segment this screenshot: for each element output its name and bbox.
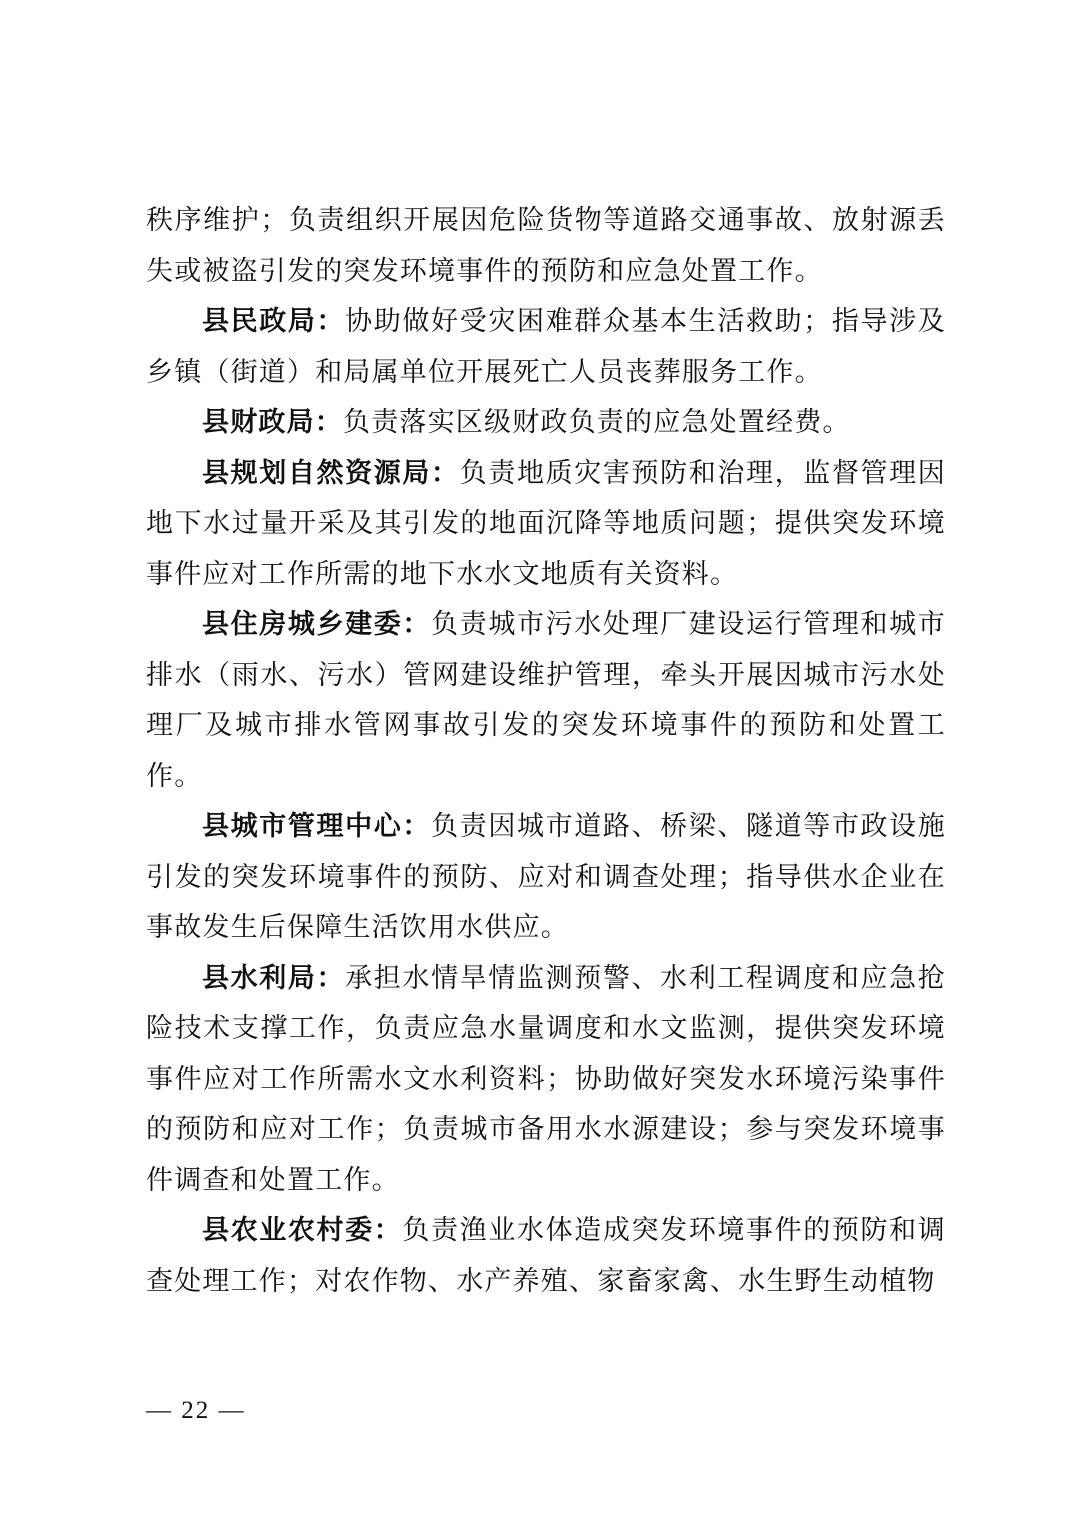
paragraph-water-resources bbox=[146, 954, 946, 1207]
paragraph-finance bbox=[146, 398, 946, 449]
document-body bbox=[146, 196, 946, 1307]
paragraph-text: 负责城市污水处理厂建设运行管理和城市排水（雨水、污水）管网建设维护管理，牵头开展因城市污水处理厂及城市排水管网事故引发的突发环境事件的预防和处置工作。 bbox=[146, 609, 946, 792]
paragraph-continuation bbox=[146, 196, 946, 297]
paragraph-agriculture bbox=[146, 1206, 946, 1307]
paragraph-natural-resources bbox=[146, 449, 946, 601]
department-heading: 县水利局： bbox=[202, 962, 346, 994]
paragraph-housing-construction bbox=[146, 600, 946, 802]
paragraph-text: 秩序维护；负责组织开展因危险货物等道路交通事故、放射源丢失或被盗引发的突发环境事件的预防和应急处置工作。 bbox=[146, 205, 946, 287]
paragraph-urban-management bbox=[146, 802, 946, 954]
paragraph-text: 负责落实区级财政负责的应急处置经费。 bbox=[343, 407, 851, 438]
paragraph-text: 协助做好受灾困难群众基本生活救助；指导涉及乡镇（街道）和局属单位开展死亡人员丧葬服务工作。 bbox=[146, 306, 947, 388]
department-heading: 县住房城乡建委： bbox=[202, 609, 432, 640]
department-heading: 县农业农村委： bbox=[202, 1215, 403, 1246]
paragraph-text: 负责地质灾害预防和治理，监督管理因地下水过量开采及其引发的地面沉降等地质问题；提供突发环境事件应对工作所需的地下水水文地质有关资料。 bbox=[146, 457, 946, 590]
paragraph-text: 负责因城市道路、桥梁、隧道等市政设施引发的突发环境事件的预防、应对和调查处理；指导供水企业在事故发生后保障生活饮用水供应。 bbox=[146, 811, 946, 943]
department-heading: 县民政局： bbox=[202, 306, 346, 337]
department-heading: 县规划自然资源局： bbox=[202, 457, 460, 489]
department-heading: 县财政局： bbox=[202, 407, 343, 438]
paragraph-text: 承担水情旱情监测预警、水利工程调度和应急抢险技术支撑工作，负责应急水量调度和水文监测，提供突发环境事件应对工作所需水文水利资料；协助做好突发水环境污染事件的预防和应对工作；负责城市备用水水源建设；参与突发环境事件调查和处置工作。 bbox=[146, 962, 947, 1196]
paragraph-civil-affairs bbox=[146, 297, 946, 398]
page-number: — 22 — bbox=[146, 1397, 246, 1424]
department-heading: 县城市管理中心： bbox=[202, 811, 432, 842]
paragraph-text: 负责渔业水体造成突发环境事件的预防和调查处理工作；对农作物、水产养殖、家畜家禽、水生野生动植物 bbox=[146, 1215, 946, 1297]
